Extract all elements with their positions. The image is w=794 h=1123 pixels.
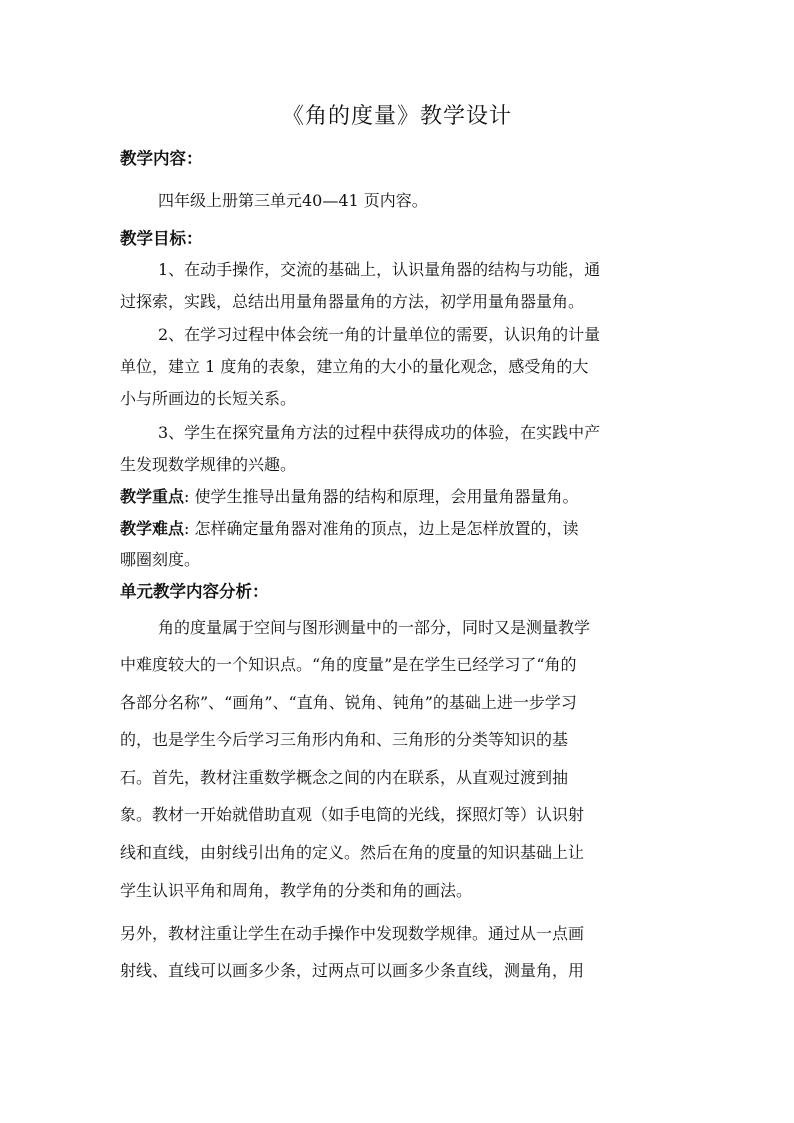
goal-line: 单位，建立 1 度角的表象，建立角的大小的量化观念，感受角的大 <box>120 357 589 376</box>
key-point-text: : 使学生推导出量角器的结构和原理，会用量角器量角。 <box>184 487 579 506</box>
analysis-line: 另外，教材注重让学生在动手操作中发现数学规律。通过从一点画 <box>120 924 585 943</box>
analysis-line: 角的度量属于空间与图形测量中的一部分，同时又是测量教学 <box>158 618 591 637</box>
analysis-line: 石。首先，教材注重数学概念之间的内在联系，从直观过渡到抽 <box>120 768 569 787</box>
key-point-line <box>120 484 579 510</box>
analysis-line: 的，也是学生今后学习三角形内角和、三角形的分类等知识的基 <box>120 730 569 749</box>
teaching-goals-heading: 教学目标： <box>120 229 203 248</box>
document-title: 《角的度量》教学设计 <box>281 104 512 129</box>
goal-line: 2、在学习过程中体会统一角的计量单位的需要，认识角的计量 <box>158 325 601 344</box>
unit-analysis-heading: 单元教学内容分析： <box>120 582 269 601</box>
analysis-line: 射线、直线可以画多少条，过两点可以画多少条直线，测量角，用 <box>120 961 585 980</box>
difficulty-line <box>120 516 579 542</box>
analysis-line: 线和直线，由射线引出角的定义。然后在角的度量的知识基础上让 <box>120 843 585 862</box>
goal-line: 生发现数学规律的兴趣。 <box>120 455 297 474</box>
difficulty-continuation: 哪圈刻度。 <box>120 550 201 569</box>
analysis-line: 各部分名称”、“画角”、“直角、锐角、钝角”的基础上进一步学习 <box>120 693 577 712</box>
key-point-label: 教学重点 <box>120 487 185 506</box>
goal-line: 1、在动手操作，交流的基础上，认识量角器的结构与功能，通 <box>158 260 601 279</box>
teaching-content-heading: 教学内容： <box>120 149 203 168</box>
teaching-content-line: 四年级上册第三单元40—41 页内容。 <box>158 191 428 210</box>
goal-line: 过探索，实践，总结出用量角器量角的方法，初学用量角器量角。 <box>120 292 585 311</box>
goal-line: 小与所画边的长短关系。 <box>120 389 297 408</box>
analysis-line: 中难度较大的一个知识点。“角的度量”是在学生已经学习了“角的 <box>120 655 577 674</box>
difficulty-text: : 怎样确定量角器对准角的顶点，边上是怎样放置的，读 <box>184 519 579 538</box>
goal-line: 3、学生在探究量角方法的过程中获得成功的体验，在实践中产 <box>158 423 601 442</box>
analysis-line: 学生认识平角和周角，教学角的分类和角的画法。 <box>120 881 473 900</box>
difficulty-label: 教学难点 <box>120 519 185 538</box>
analysis-line: 象。教材一开始就借助直观（如手电筒的光线，探照灯等）认识射 <box>120 805 585 824</box>
